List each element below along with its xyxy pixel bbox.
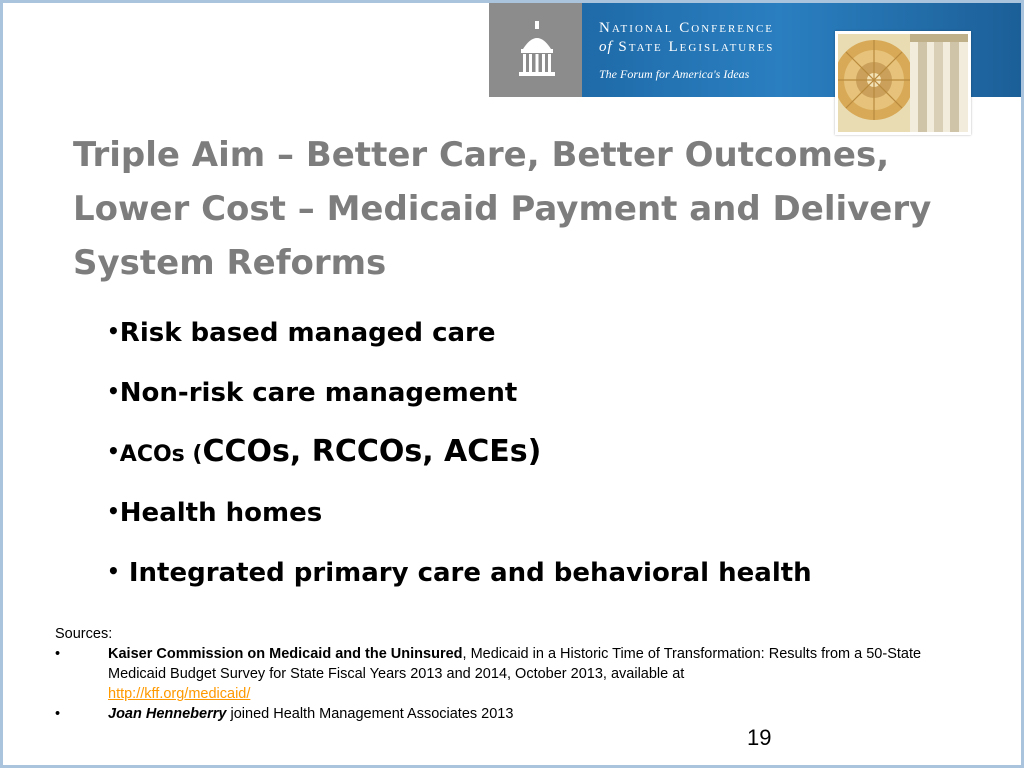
source-item bbox=[55, 704, 965, 724]
source-link[interactable]: http://kff.org/medicaid/ bbox=[108, 686, 251, 702]
bullet-text: Integrated primary care and behavioral health bbox=[119, 558, 812, 588]
org-name-line2: State Legislatures bbox=[618, 39, 775, 55]
bullet-text: Risk based managed care bbox=[119, 318, 496, 348]
bullet-text: Non-risk care management bbox=[119, 378, 518, 408]
bullet-marker: • bbox=[107, 439, 120, 463]
source-text: , Medicaid in a Historic Time of Transformation: Results from a 50-State Medicaid Budget Survey for State Fiscal Years 2013 and 2014, October 2013, available at bbox=[108, 646, 922, 682]
org-name bbox=[599, 19, 774, 57]
source-bullet: • bbox=[55, 646, 61, 662]
bullet-text-small: ACOs ( bbox=[119, 442, 203, 467]
org-name-of: of bbox=[599, 39, 613, 55]
bullet-item bbox=[107, 543, 812, 603]
bullet-text-large: CCOs, RCCOs, ACEs) bbox=[202, 434, 542, 469]
bullet-list bbox=[107, 303, 812, 603]
org-tagline: The Forum for America's Ideas bbox=[599, 67, 750, 81]
org-name-line1: National Conference bbox=[599, 20, 775, 36]
slide-title: Triple Aim – Better Care, Better Outcomes, Lower Cost – Medicaid Payment and Delivery System Reforms bbox=[73, 135, 932, 283]
bullet-marker: • bbox=[107, 559, 120, 583]
sources-heading: Sources: bbox=[55, 626, 113, 642]
bullet-item bbox=[107, 363, 812, 423]
bullet-item bbox=[107, 303, 812, 363]
source-bullet: • bbox=[55, 706, 61, 722]
source-person: Joan Henneberry bbox=[108, 706, 227, 722]
source-text: joined Health Management Associates 2013 bbox=[226, 706, 514, 722]
capitol-interior-photo bbox=[835, 31, 971, 135]
bullet-marker: • bbox=[107, 319, 120, 343]
capitol-dome-icon bbox=[515, 21, 559, 77]
bullet-item bbox=[107, 423, 812, 483]
source-item bbox=[55, 644, 965, 704]
source-org: Kaiser Commission on Medicaid and the Uninsured bbox=[108, 646, 463, 662]
bullet-text: Health homes bbox=[119, 498, 323, 528]
sources-section bbox=[55, 624, 965, 724]
bullet-marker: • bbox=[107, 499, 120, 523]
bullet-marker: • bbox=[107, 379, 120, 403]
bullet-item bbox=[107, 483, 812, 543]
page-number: 19 bbox=[747, 725, 772, 750]
